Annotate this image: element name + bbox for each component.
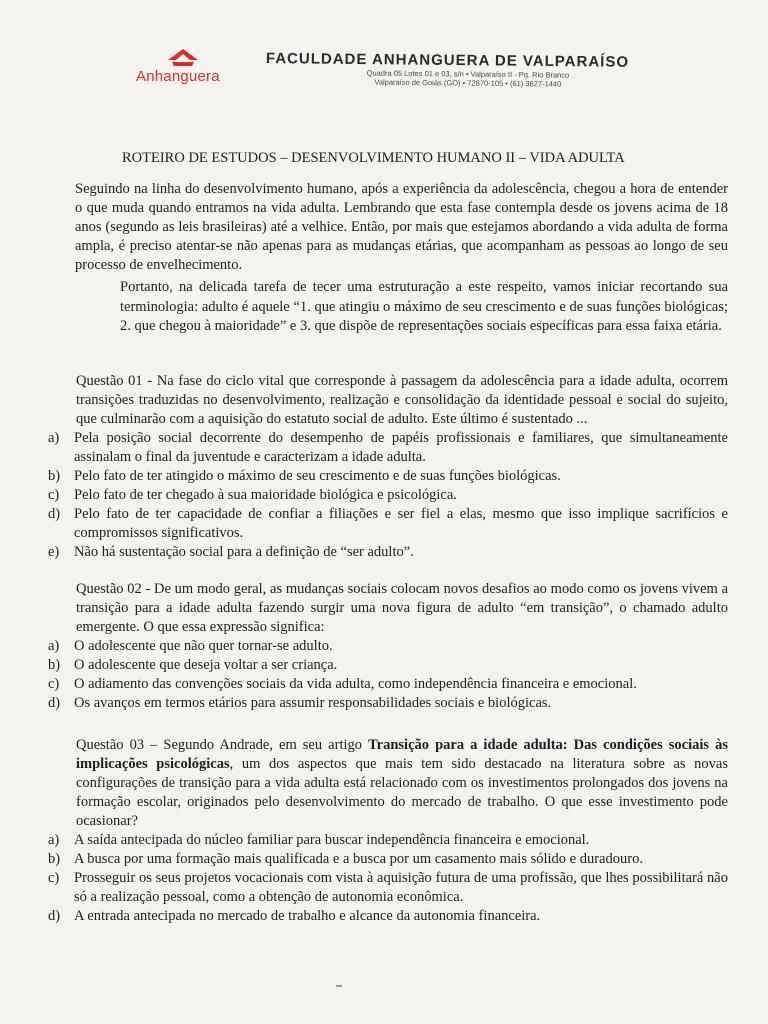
option-text: Pela posição social decorrente do desempenho de papéis profissionais e familiares, que simultaneamente assinalam o final da juventude e caracterizam a idade adulta. [74, 430, 728, 465]
option-e[interactable] [48, 543, 728, 562]
option-letter: d) [48, 695, 61, 711]
option-text: Pelo fato de ter capacidade de confiar a filiações e ser fiel a elas, mesmo que isso implique sacrifícios e compromissos significativos. [74, 506, 728, 541]
option-text: Pelo fato de ter chegado à sua maioridade biológica e psicológica. [74, 487, 457, 503]
option-letter: c) [48, 870, 60, 886]
option-c[interactable] [48, 486, 728, 505]
option-a[interactable] [48, 637, 728, 656]
stem-body: , um dos aspectos que mais tem sido destacado na literatura sobre as novas configurações de transição para a vida adulta está relacionado com os investimentos prolongados dos jovens na formação escolar, originados pelo desenvolvimento do mercado de trabalho. O que esse investimento pode ocasionar? [76, 756, 728, 829]
option-c[interactable] [48, 869, 728, 907]
options-list [48, 429, 728, 562]
anhanguera-logo-icon [166, 48, 200, 70]
option-text: Prosseguir os seus projetos vocacionais com vista à aquisição futura de uma profissão, que lhes possibilitará não só a realização pessoal, como a obtenção de autonomia econômica. [74, 870, 728, 905]
option-text: Não há sustentação social para a definição de “ser adulto”. [74, 544, 414, 560]
option-text: Pelo fato de ter atingido o máximo de seu crescimento e de suas funções biológicas. [74, 468, 561, 484]
institution-address [318, 68, 618, 89]
question-03 [48, 736, 728, 926]
address-line-1: Quadra 05 Lotes 01 e 03, s/n • Valparaíso II - Pq. Rio Branco [366, 68, 570, 80]
options-list [48, 831, 728, 926]
logo-text: Anhanguera [136, 68, 220, 85]
question-stem: Questão 02 - De um modo geral, as mudanças sociais colocam novos desafios ao modo como os jovens vivem a transição para a idade adulta fazendo surgir uma nova figura de adulto “em transição”, o chamado adulto emergente. O que essa expressão significa: [76, 581, 728, 635]
options-list [48, 637, 728, 713]
question-stem: Questão 01 - Na fase do ciclo vital que corresponde à passagem da adolescência para a idade adulta, ocorrem transições traduzidas no desenvolvimento, realização e consolidação da identidade pessoal e social do sujeito, que culminarão com a aquisição do estatuto social de adulto. Este último é sustentado ... [76, 373, 728, 427]
document-title: ROTEIRO DE ESTUDOS – DESENVOLVIMENTO HUMANO II – VIDA ADULTA [122, 150, 625, 166]
option-text: A entrada antecipada no mercado de trabalho e alcance da autonomia financeira. [74, 908, 541, 924]
scan-speck [336, 985, 342, 987]
option-letter: a) [48, 832, 60, 848]
institution-logo [136, 48, 246, 88]
stem-intro: Questão 03 – Segundo Andrade, em seu artigo [76, 737, 369, 753]
question-stem [76, 736, 728, 831]
option-text: O adiamento das convenções sociais da vida adulta, como independência financeira e emocional. [74, 676, 637, 692]
option-letter: a) [48, 430, 60, 446]
option-a[interactable] [48, 429, 728, 467]
option-letter: b) [48, 657, 61, 673]
article-title: Transição para a idade adulta: Das condições sociais às implicações psicológicas [76, 737, 728, 772]
option-a[interactable] [48, 831, 728, 850]
option-letter: b) [48, 851, 61, 867]
option-letter: c) [48, 676, 60, 692]
option-letter: e) [48, 544, 60, 560]
option-c[interactable] [48, 675, 728, 694]
institution-name: FACULDADE ANHANGUERA DE VALPARAÍSO [265, 50, 630, 71]
option-letter: c) [48, 487, 60, 503]
option-d[interactable] [48, 907, 728, 926]
option-b[interactable] [48, 850, 728, 869]
option-d[interactable] [48, 505, 728, 543]
option-text: A saída antecipada do núcleo familiar para buscar independência financeira e emocional. [74, 832, 590, 848]
option-b[interactable] [48, 656, 728, 675]
option-d[interactable] [48, 694, 728, 713]
option-letter: b) [48, 468, 61, 484]
terminology-paragraph: Portanto, na delicada tarefa de tecer uma estruturação a este respeito, vamos iniciar recortando sua terminologia: adulto é aquele “1. que atingiu o máximo de seu crescimento e de suas funções biológicas; 2. que chegou à maioridade” e 3. que dispõe de representações sociais específicas para essa faixa etária. [120, 279, 728, 334]
option-text: Os avanços em termos etários para assumir responsabilidades sociais e biológicas. [74, 695, 552, 711]
option-letter: d) [48, 908, 61, 924]
option-letter: d) [48, 506, 61, 522]
question-02 [48, 580, 728, 713]
option-text: O adolescente que não quer tornar-se adulto. [74, 638, 333, 654]
option-b[interactable] [48, 467, 728, 486]
address-line-2: Valparaíso de Goiás (GO) • 72870-105 • (61) 3627-1440 [374, 77, 562, 89]
intro-paragraph: Seguindo na linha do desenvolvimento humano, após a experiência da adolescência, chegou a hora de entender o que muda quando entramos na vida adulta. Lembrando que esta fase contempla desde os jovens acima de 18 anos (segundo as leis brasileiras) até a velhice. Então, por mais que estejamos abordando a vida adulta de forma ampla, é preciso atentar-se não apenas para as mudanças etárias, que acompanham as pessoas ao longo de seu processo de envelhecimento. [75, 181, 728, 273]
option-text: A busca por uma formação mais qualificada e a busca por um casamento mais sólido e duradouro. [74, 851, 643, 867]
option-letter: a) [48, 638, 60, 654]
option-text: O adolescente que deseja voltar a ser criança. [74, 657, 338, 673]
question-01 [48, 372, 728, 562]
